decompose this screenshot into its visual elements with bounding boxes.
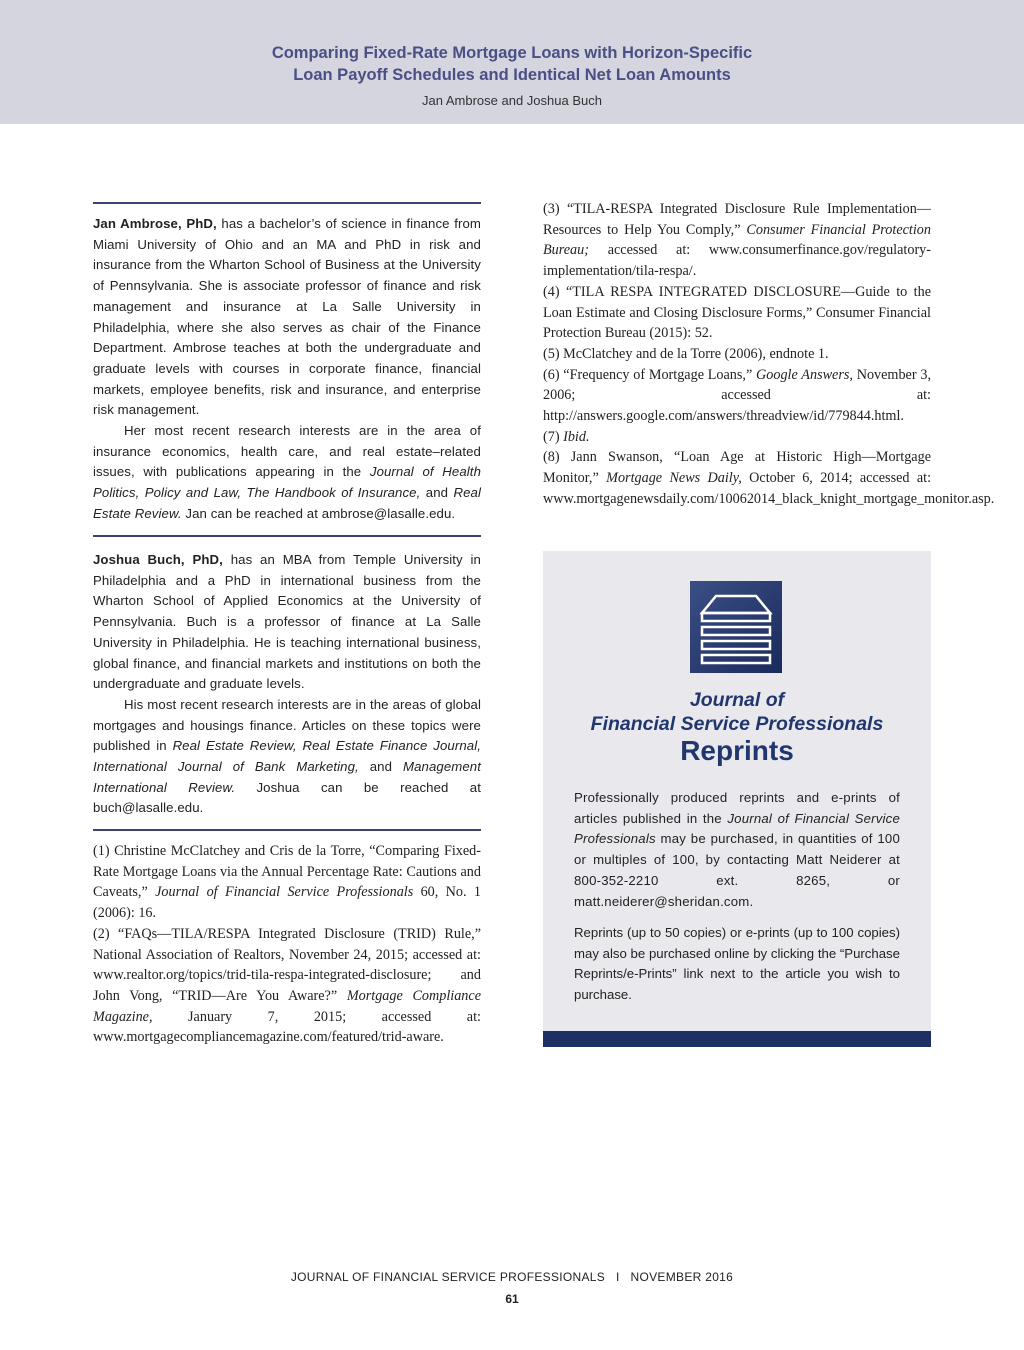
endnote-4: (4) “TILA RESPA INTEGRATED DISCLOSURE—Guide to the Loan Estimate and Closing Disclosure Forms,” Consumer Financial Protection Bureau (2015): 52. — [543, 283, 931, 342]
stacked-pages-icon — [690, 581, 782, 673]
endnote-1: (1) Christine McClatchey and Cris de la Torre, “Comparing Fixed-Rate Mortgage Loans via the Annual Percentage Rate: Cautions and Caveats,” Journal of Financial Service Professionals 60, No. 1 (2006): 16. — [93, 843, 481, 922]
endnote-7: (7) Ibid. — [543, 428, 590, 445]
endnote-3: (3) “TILA-RESPA Integrated Disclosure Rule Implementation—Resources to Help You Comply,” Consumer Financial Protection Bureau; accessed at: www.consumerfinance.gov/regulatory-implementation/tila-respa/. — [543, 201, 931, 280]
endnote-2: (2) “FAQs—TILA/RESPA Integrated Disclosure (TRID) Rule,” National Association of Realtors, November 24, 2015; accessed at: www.realtor.org/topics/trid-tila-respa-integrated-disclosure; and John Vong, “TRID—Are You Aware?” Mortgage Compliance Magazine, January 7, 2015; accessed at: www.mortgagecompliancemagazine.com/featured/trid-aware. — [93, 925, 481, 1046]
promo-footer-bar — [543, 1031, 931, 1047]
journal-name: Journal of Financial Service Professionals — [590, 689, 884, 735]
section-divider — [93, 202, 481, 204]
bio-buch-name: Joshua Buch, PhD, — [93, 552, 223, 567]
section-divider — [93, 535, 481, 537]
article-title — [0, 42, 1024, 86]
reprints-paragraph-2: Reprints (up to 50 copies) or e-prints (up to 100 copies) may also be purchased online by clicking the “Purchase Reprints/e-Prints” link next to the article you wish to purchase. — [574, 925, 900, 1003]
endnote-5: (5) McClatchey and de la Torre (2006), endnote 1. — [543, 345, 829, 362]
bio-buch — [93, 550, 481, 819]
page-number: 61 — [505, 1292, 519, 1306]
title-line-2: Loan Payoff Schedules and Identical Net Loan Amounts — [293, 66, 731, 84]
section-divider — [93, 829, 481, 831]
endnotes-left — [93, 841, 481, 1048]
journal-footer: JOURNAL OF FINANCIAL SERVICE PROFESSIONALS I NOVEMBER 2016 — [290, 1270, 734, 1284]
title-line-1: Comparing Fixed-Rate Mortgage Loans with Horizon-Specific — [271, 44, 753, 62]
reprints-paragraph-1: Professionally produced reprints and e-prints of articles published in the Journal of Financial Service Professionals may be purchased, in quantities of 100 or multiples of 100, by contacting Matt Neiderer at 800-352-2210 ext. 8265, or matt.neiderer@sheridan.com. — [574, 790, 901, 909]
endnote-8: (8) Jann Swanson, “Loan Age at Historic High—Mortgage Monitor,” Mortgage News Daily, October 6, 2014; accessed at: www.mortgagenewsdaily.com/10062014_black_knight_mortgage_monitor.asp. — [543, 449, 995, 507]
bio-ambrose-paragraph-1: Jan Ambrose, PhD, has a bachelor’s of science in finance from Miami University of Ohio and an MA and PhD in risk and insurance from the Wharton School of Business at the University of Pennsylvania. She is associate professor of finance and risk management and insurance at La Salle University in Philadelphia, where she also serves as chair of the Finance Department. Ambrose teaches at both the undergraduate and graduate levels with courses in corporate finance, financial markets, employee benefits, risk and insurance, and enterprise risk management. — [93, 216, 481, 418]
bio-buch-paragraph-1: Joshua Buch, PhD, has an MBA from Temple University in Philadelphia and a PhD in international business from the Wharton School of Applied Economics at the University of Pennsylvania. Buch is a professor of finance at La Salle University in Philadelphia. He is teaching international business, global finance, and financial markets and institutions on both the undergraduate and graduate levels. — [93, 552, 481, 692]
endnote-6: (6) “Frequency of Mortgage Loans,” Google Answers, November 3, 2006; accessed at: http://answers.google.com/answers/threadview/id/779844.html. — [543, 366, 931, 425]
reprints-heading: Reprints — [680, 735, 794, 766]
article-authors: Jan Ambrose and Joshua Buch — [422, 93, 602, 108]
bio-ambrose — [93, 214, 481, 525]
bio-ambrose-paragraph-2: Her most recent research interests are in the area of insurance economics, health care, and real estate–related issues, with publications appearing in the Journal of Health Politics, Policy and Law, The Handbook of Insurance, and Real Estate Review. Jan can be reached at ambrose@lasalle.edu. — [93, 423, 481, 521]
page-header — [0, 0, 1024, 124]
bio-ambrose-name: Jan Ambrose, PhD, — [93, 216, 217, 231]
bio-buch-paragraph-2: His most recent research interests are in the areas of global mortgages and housings finance. Articles on these topics were published in Real Estate Review, Real Estate Finance Journal, International Journal of Bank Marketing, and Management International Review. Joshua can be reached at buch@lasalle.edu. — [93, 696, 481, 816]
endnotes-right — [543, 199, 995, 510]
reprints-promo-box — [543, 551, 931, 1047]
